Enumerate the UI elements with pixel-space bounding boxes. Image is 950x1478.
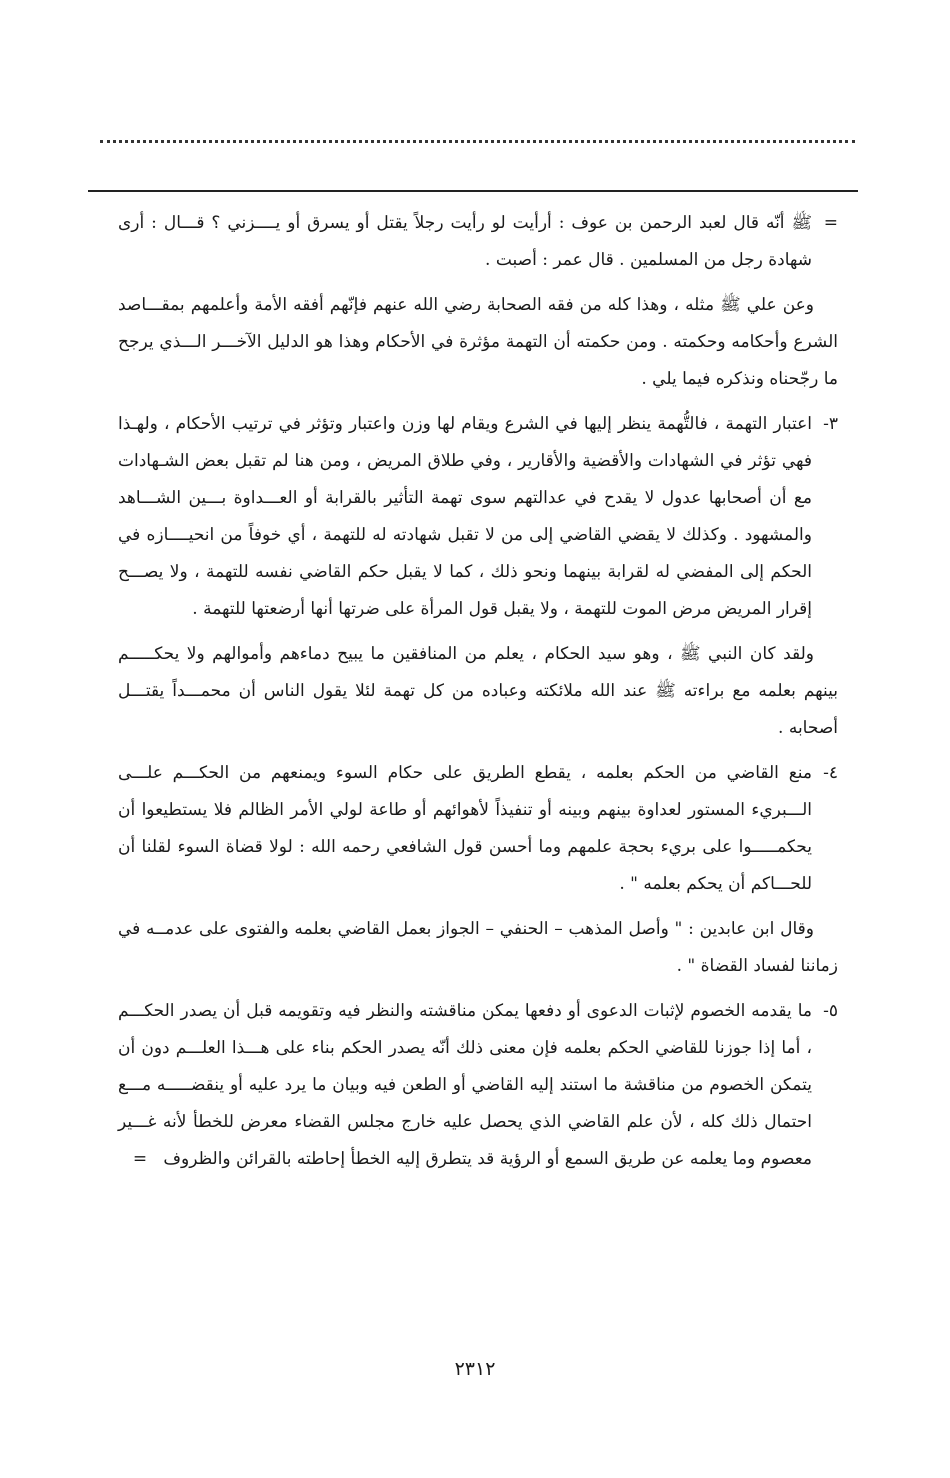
paragraph: وعن علي ﷺ مثله ، وهذا كله من فقه الصحابة رضي الله عنهم فإنّهم أفقه الأمة وأعلمهم بمقـــاصد الشرع وأحكامه وحكمته . ومن حكمته أن التهمة مؤثرة في الأحكام وهذا هو الدليل الآخـــر الـــذي يرجح ما رجّحناه ونذكره فيما يلي . (118, 295, 838, 389)
item-number: ٤- (823, 763, 838, 783)
footnote-rule (88, 190, 858, 192)
item-text: ما يقدمه الخصوم لإثبات الدعوى أو دفعها يمكن مناقشته والنظر فيه وتقويمه قبل أن يصدر الحكـــم ، أما إذا جوزنا للقاضي الحكم بعلمه فإن معنى ذلك أنّه يصدر الحكم بناء على هـــذا العلـــم دون أن يتمكن الخصوم من مناقشة ما استند إليه القاضي أو الطعن فيه وبيان ما يرد عليه أو ينقضـــــه مـــع احتمال ذلك كله ، لأن علم القاضي الذي يحصل عليه خارج مجلس القضاء معرض للخطأ لأنه غـــير معصوم وما يعلمه عن طريق السمع أو الرؤية قد يتطرق إليه الخطأ إحاطته بالقرائن والظروف (118, 1001, 812, 1169)
paragraph: وقال ابن عابدين : " وأصل المذهب – الحنفي – الجواز بعمل القاضي بعلمه والفتوى على عدمــه في زماننا لفساد القضاة " . (118, 919, 838, 976)
item-text: منع القاضي من الحكم بعلمه ، يقطع الطريق على حكام السوء ويمنعهم من الحكـــم علـــى الـــبريء المستور لعداوة بينهم وبينه أو تنفيذاً لأهوائهم أو طاعة لولي الأمر الظالم فلا يستطيعوا أن يحكمـــــوا على بريء بحجة علمهم وما أحسن قول الشافعي رحمه الله : لولا قضاة السوء لقلنا أن للحـــاكم أن يحكم بعلمه " . (118, 763, 812, 894)
paragraph: ولقد كان النبي ﷺ ، وهو سيد الحكام ، يعلم من المنافقين ما يبيح دماءهم وأموالهم ولا يحكـــــم بينهم بعلمه مع براءته ﷺ عند الله ملائكته وعباده من كل تهمة لئلا يقول الناس أن محمـــداً يقتـــل أصحابه . (118, 644, 838, 738)
paragraph-text: ﷺ أنّه قال لعبد الرحمن بن عوف : أرأيت لو رأيت رجلاً يقتل أو يسرق أو يــــزني ؟ قـــال : أرى شهادة رجل من المسلمين . قال عمر : أصبت . (118, 213, 812, 270)
continuation-marker: = (823, 213, 838, 233)
footnote-body (118, 205, 838, 1186)
continued-paragraph (118, 205, 838, 279)
item-text: اعتبار التهمة ، فالتُّهمة ينظر إليها في الشرع ويقام لها وزن واعتبار وتؤثر في ترتيب الأحكام ، ولهـذا فهي تؤثر في الشهادات والأقضية والأقارير ، وفي طلاق المريض ، ومن هنا لم تقبل بعض الشـهادات مع أن أصحابها عدول لا يقدح في عدالتهم سوى تهمة التأثير بالقرابة أو العـــداوة بـــين الشـــاهد والمشهود . وكذلك لا يقضي القاضي إلى من لا تقبل شهادته له للتهمة ، أي خوفاً من انحيــــازه في الحكم إلى المفضي له لقرابة بينهما ونحو ذلك ، كما لا يقبل حكم القاضي نفسه للتهمة ، ولا يصـــح إقرار المريض مرض الموت للتهمة ، ولا يقبل قول المرأة على ضرتها أنها أرضعتها للتهمة . (118, 414, 813, 619)
numbered-item-5 (118, 993, 838, 1178)
item-number: ٥- (823, 1001, 838, 1021)
dotted-separator (100, 140, 855, 143)
numbered-item-4 (118, 755, 838, 903)
continuation-marker: = (132, 1149, 148, 1169)
numbered-item-3 (118, 406, 838, 628)
item-number: ٣- (823, 414, 838, 434)
page-number: ٢٣١٢ (454, 1358, 496, 1380)
